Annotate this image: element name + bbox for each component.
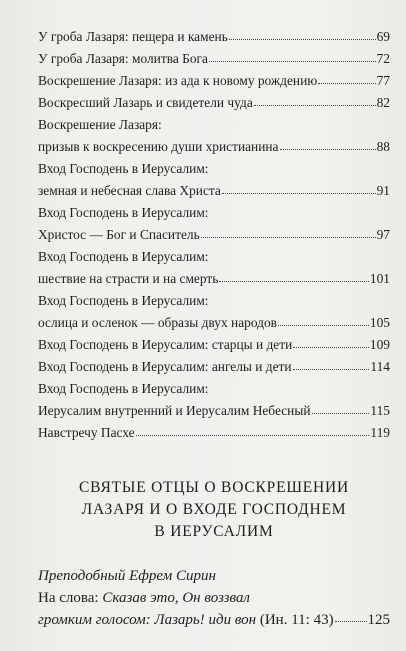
toc-entry-title: шествие на страсти и на смерть <box>38 271 219 286</box>
section-heading-line2: ЛАЗАРЯ И О ВХОДЕ ГОСПОДНЕМ <box>81 501 347 518</box>
scripture-reference: (Ин. 11: 43) <box>256 612 334 628</box>
toc-entry[interactable] <box>38 290 390 334</box>
toc-entry-title-line1: Вход Господень в Иерусалим: <box>38 249 209 264</box>
toc-entry[interactable] <box>38 334 390 356</box>
dot-leader <box>280 149 376 150</box>
toc-page-number: 109 <box>369 337 390 352</box>
toc-entry-title: Христос — Бог и Спаситель <box>38 227 200 242</box>
toc-entry-title: Вход Господень в Иерусалим: старцы и дети <box>38 337 293 352</box>
dot-leader <box>209 61 376 62</box>
toc-page-number: 91 <box>376 183 390 198</box>
dot-leader <box>312 413 370 414</box>
toc-entry-title-line1: Воскрешение Лазаря: <box>38 117 162 132</box>
toc-entry[interactable] <box>38 92 390 114</box>
toc-entry-title: У гроба Лазаря: молитва Бога <box>38 51 208 66</box>
toc-page-number: 82 <box>376 95 390 110</box>
toc-entry[interactable] <box>38 26 390 48</box>
toc-page-number: 88 <box>376 139 390 154</box>
toc-entry-title-line1: Вход Господень в Иерусалим: <box>38 293 209 308</box>
toc-page-number: 105 <box>369 315 390 330</box>
toc-entry-title: Навстречу Пасхе <box>38 425 135 440</box>
toc-entry[interactable] <box>38 158 390 202</box>
toc-page-number: 125 <box>367 612 390 628</box>
toc-page-number: 97 <box>376 227 390 242</box>
toc-page-number: 115 <box>370 403 390 418</box>
entry-quote-line2: громким голосом: Лазарь! иди вон <box>38 612 257 628</box>
section-heading <box>38 477 390 543</box>
author-name: Преподобный Ефрем Сирин <box>38 568 216 584</box>
toc-entry[interactable] <box>38 114 390 158</box>
dot-leader <box>318 83 375 84</box>
dot-leader <box>219 281 369 282</box>
toc-entry[interactable] <box>38 246 390 290</box>
dot-leader <box>335 621 367 622</box>
section-heading-line3: В ИЕРУСАЛИМ <box>154 523 274 540</box>
toc-entry[interactable] <box>38 202 390 246</box>
toc-entry-title: Воскресший Лазарь и свидетели чуда <box>38 95 253 110</box>
toc-entry-title: земная и небесная слава Христа <box>38 183 221 198</box>
toc-page-number: 114 <box>370 359 390 374</box>
toc-entry-title-line1: Вход Господень в Иерусалим: <box>38 381 209 396</box>
toc-entry[interactable] <box>38 378 390 422</box>
toc-page-number: 101 <box>369 271 390 286</box>
toc-entry[interactable] <box>38 70 390 92</box>
dot-leader <box>293 347 369 348</box>
dot-leader <box>136 435 370 436</box>
toc-page-number: 119 <box>370 425 390 440</box>
toc-page-number: 77 <box>376 73 390 88</box>
toc-entry-title-line1: Вход Господень в Иерусалим: <box>38 161 209 176</box>
dot-leader <box>222 193 376 194</box>
entry-prefix: На слова: <box>38 590 103 606</box>
toc-entry-title: ослица и осленок — образы двух народов <box>38 315 277 330</box>
toc-entry-title: У гроба Лазаря: пещера и камень <box>38 29 228 44</box>
toc-entry[interactable] <box>38 48 390 70</box>
toc-entry-title: Воскрешение Лазаря: из ада к новому рождению <box>38 73 318 88</box>
toc-page-number: 69 <box>376 29 390 44</box>
toc-entry-title-line1: Вход Господень в Иерусалим: <box>38 205 209 220</box>
toc-entry[interactable] <box>38 422 390 444</box>
table-of-contents <box>38 26 390 444</box>
dot-leader <box>293 369 370 370</box>
toc-page-number: 72 <box>376 51 390 66</box>
toc-entry-title: призыв к воскресению души христианина <box>38 139 279 154</box>
toc-entry-title: Иерусалим внутренний и Иерусалим Небесный <box>38 403 311 418</box>
section-heading-line1: СВЯТЫЕ ОТЦЫ О ВОСКРЕШЕНИИ <box>78 479 350 496</box>
dot-leader <box>278 325 369 326</box>
dot-leader <box>201 237 376 238</box>
dot-leader <box>229 39 376 40</box>
entry-quote-line1: Сказав это, Он воззвал <box>102 590 250 606</box>
toc-entry[interactable] <box>38 356 390 378</box>
dot-leader <box>254 105 376 106</box>
toc-entry-title: Вход Господень в Иерусалим: ангелы и дети <box>38 359 292 374</box>
toc-entry[interactable] <box>38 587 390 631</box>
